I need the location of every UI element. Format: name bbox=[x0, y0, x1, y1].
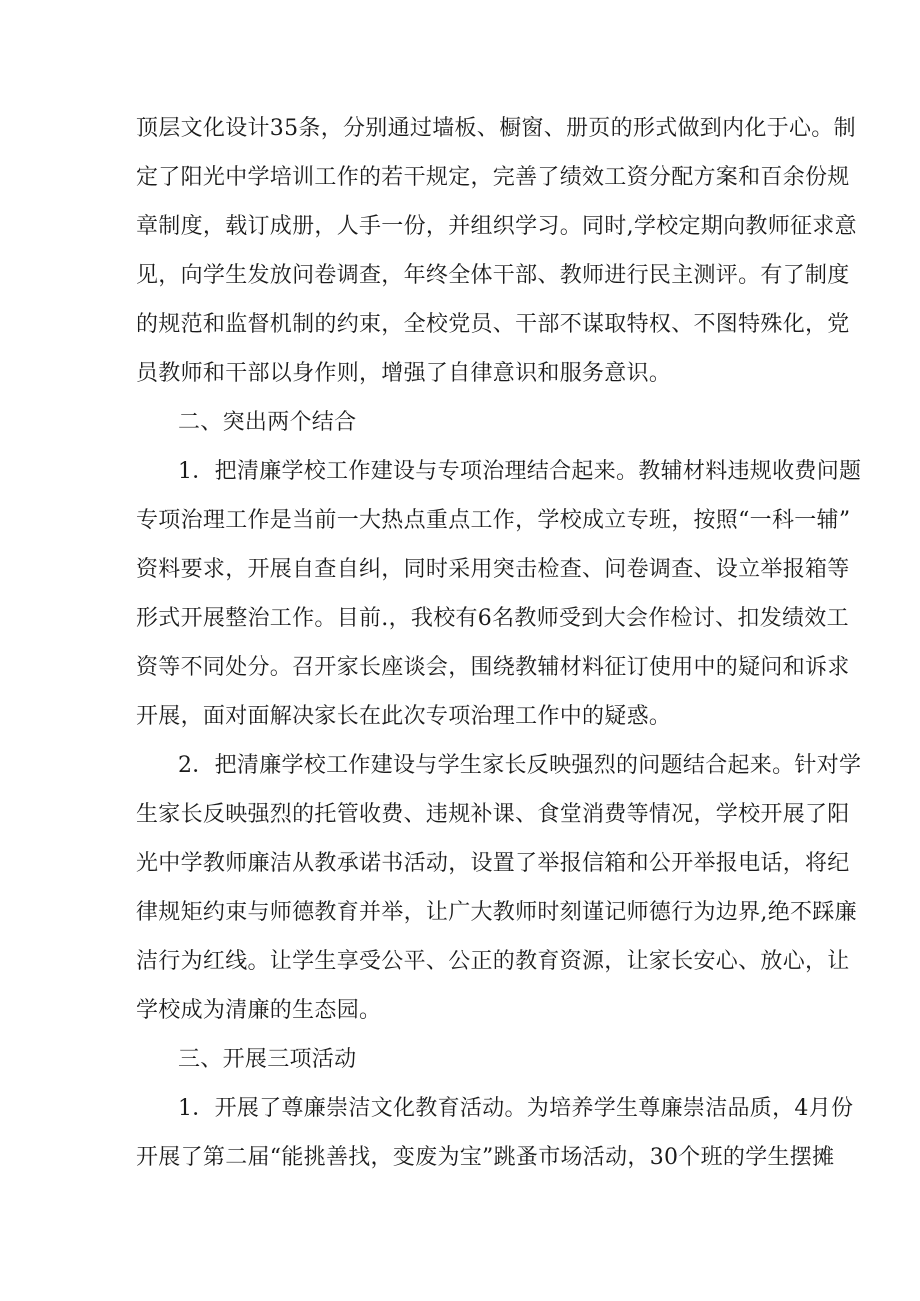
text-line: 1．把清廉学校工作建设与专项治理结合起来。教辅材料违规收费问题 bbox=[178, 459, 862, 484]
text-line: 专项治理工作是当前一大热点重点工作，学校成立专班，按照“一科一辅” bbox=[136, 508, 851, 533]
text-line: 洁行为红线。让学生享受公平、公正的教育资源，让家长安心、放心，让 bbox=[136, 949, 850, 974]
text-line: 见，向学生发放问卷调查，年终全体干部、教师进行民主测评。有了制度 bbox=[136, 263, 850, 288]
text-line: 开展了第二届“能挑善找，变废为宝”跳蚤市场活动，30个班的学生摆摊 bbox=[136, 1145, 835, 1170]
text-line: 的规范和监督机制的约束，全校党员、干部不谋取特权、不图特殊化，党 bbox=[136, 312, 850, 337]
text-line: 生家长反映强烈的托管收费、违规补课、食堂消费等情况，学校开展了阳 bbox=[136, 802, 850, 827]
text-line: 顶层文化设计35条，分别通过墙板、橱窗、册页的形式做到内化于心。制 bbox=[136, 116, 856, 141]
text-line: 1．开展了尊廉崇洁文化教育活动。为培养学生尊廉崇洁品质，4月份 bbox=[178, 1096, 854, 1121]
text-line: 资等不同处分。召开家长座谈会，围绕教辅材料征订使用中的疑问和诉求 bbox=[136, 655, 850, 680]
text-line: 2．把清廉学校工作建设与学生家长反映强烈的问题结合起来。针对学 bbox=[178, 753, 862, 778]
text-line: 开展，面对面解决家长在此次专项治理工作中的疑惑。 bbox=[136, 704, 672, 729]
text-line: 学校成为清廉的生态园。 bbox=[136, 998, 382, 1023]
text-line: 形式开展整治工作。目前.，我校有6名教师受到大会作检讨、扣发绩效工 bbox=[136, 606, 849, 631]
text-line: 定了阳光中学培训工作的若干规定，完善了绩效工资分配方案和百余份规 bbox=[136, 165, 850, 190]
text-line: 资料要求，开展自查自纠，同时采用突击检查、问卷调查、设立举报箱等 bbox=[136, 557, 850, 582]
text-line: 光中学教师廉洁从教承诺书活动，设置了举报信箱和公开举报电话，将纪 bbox=[136, 851, 850, 876]
text-line: 律规矩约束与师德教育并举，让广大教师时刻谨记师德行为边界,绝不踩廉 bbox=[136, 900, 857, 925]
section-heading: 二、突出两个结合 bbox=[178, 410, 357, 435]
section-heading: 三、开展三项活动 bbox=[178, 1047, 357, 1072]
text-line: 员教师和干部以身作则，增强了自律意识和服务意识。 bbox=[136, 361, 672, 386]
text-line: 章制度，载订成册，人手一份，并组织学习。同时,学校定期向教师征求意 bbox=[136, 214, 857, 239]
